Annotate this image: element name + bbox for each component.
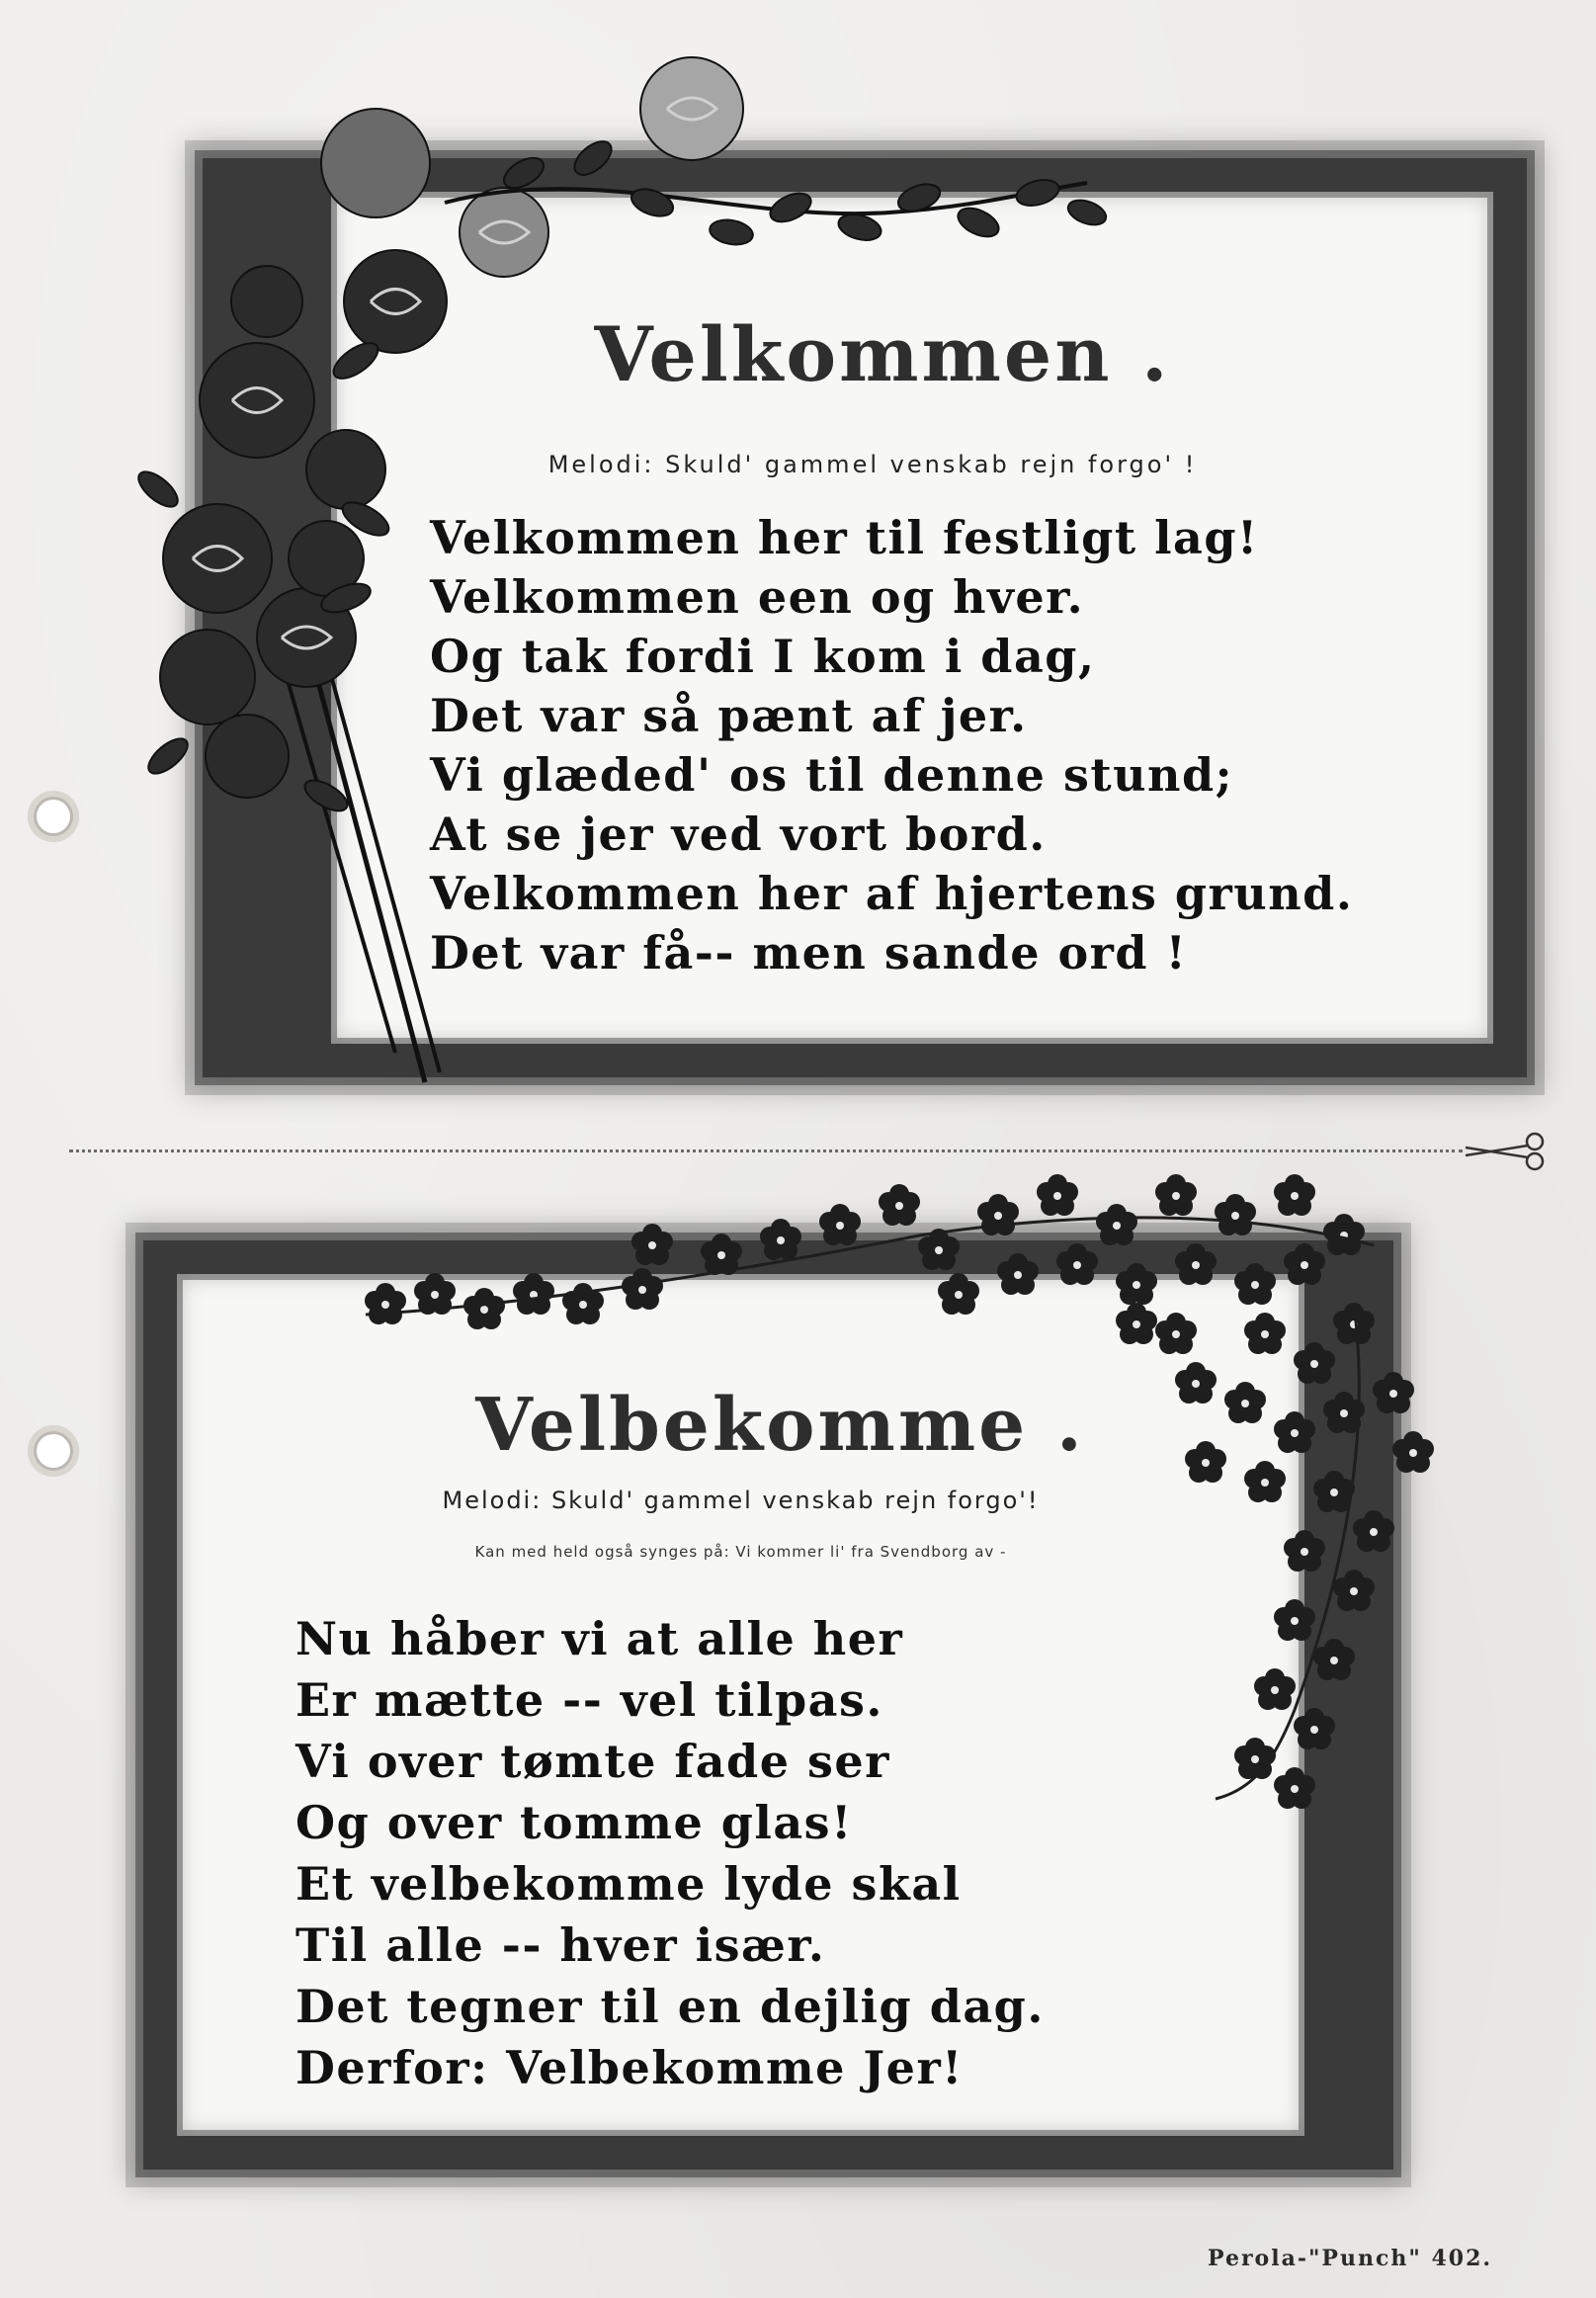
verse-line: Velkommen her af hjertens grund. — [430, 867, 1354, 920]
flower-garland-illustration — [326, 1156, 1581, 1829]
verse-line: Nu håber vi at alle her — [295, 1612, 904, 1665]
verse-line: Velkommen een og hver. — [430, 570, 1085, 624]
verse-line: Vi glæded' os til denne stund; — [430, 748, 1234, 802]
verse-line: Velkommen her til festligt lag! — [430, 511, 1259, 564]
verse-line: Og tak fordi I kom i dag, — [430, 630, 1096, 683]
bon-appetit-melody: Melodi: Skuld' gammel venskab rejn forgo'! — [442, 1487, 1040, 1514]
verse-line: Derfor: Velbekomme Jer! — [295, 2041, 964, 2094]
welcome-melody: Melodi: Skuld' gammel venskab rejn forgo' ! — [547, 451, 1198, 478]
verse-line: Det var få-- men sande ord ! — [430, 926, 1188, 979]
verse-line: Er mætte -- vel tilpas. — [295, 1673, 883, 1727]
verse-line: Vi over tømte fade ser — [295, 1735, 890, 1788]
rose-bouquet-illustration — [99, 44, 1166, 1092]
publisher-imprint: Perola-"Punch" 402. — [1208, 2246, 1493, 2271]
verse-line: At se jer ved vort bord. — [430, 808, 1047, 861]
verse-line: Det tegner til en dejlig dag. — [295, 1980, 1045, 2033]
verse-line: Til alle -- hver især. — [295, 1918, 826, 1972]
bon-appetit-title: Velbekomme . — [475, 1383, 1085, 1468]
punch-hole-lower — [28, 1425, 79, 1477]
verse-line: Et velbekomme lyde skal — [295, 1857, 962, 1911]
welcome-title: Velkommen . — [594, 310, 1171, 398]
alt-melody-note: Kan med held også synges på: Vi kommer li' fra Svendborg av - — [474, 1543, 1007, 1561]
punch-hole-upper — [28, 791, 79, 842]
verse-line: Det var så pænt af jer. — [430, 689, 1028, 742]
cut-line — [69, 1149, 1463, 1152]
verse-line: Og over tomme glas! — [295, 1796, 853, 1849]
